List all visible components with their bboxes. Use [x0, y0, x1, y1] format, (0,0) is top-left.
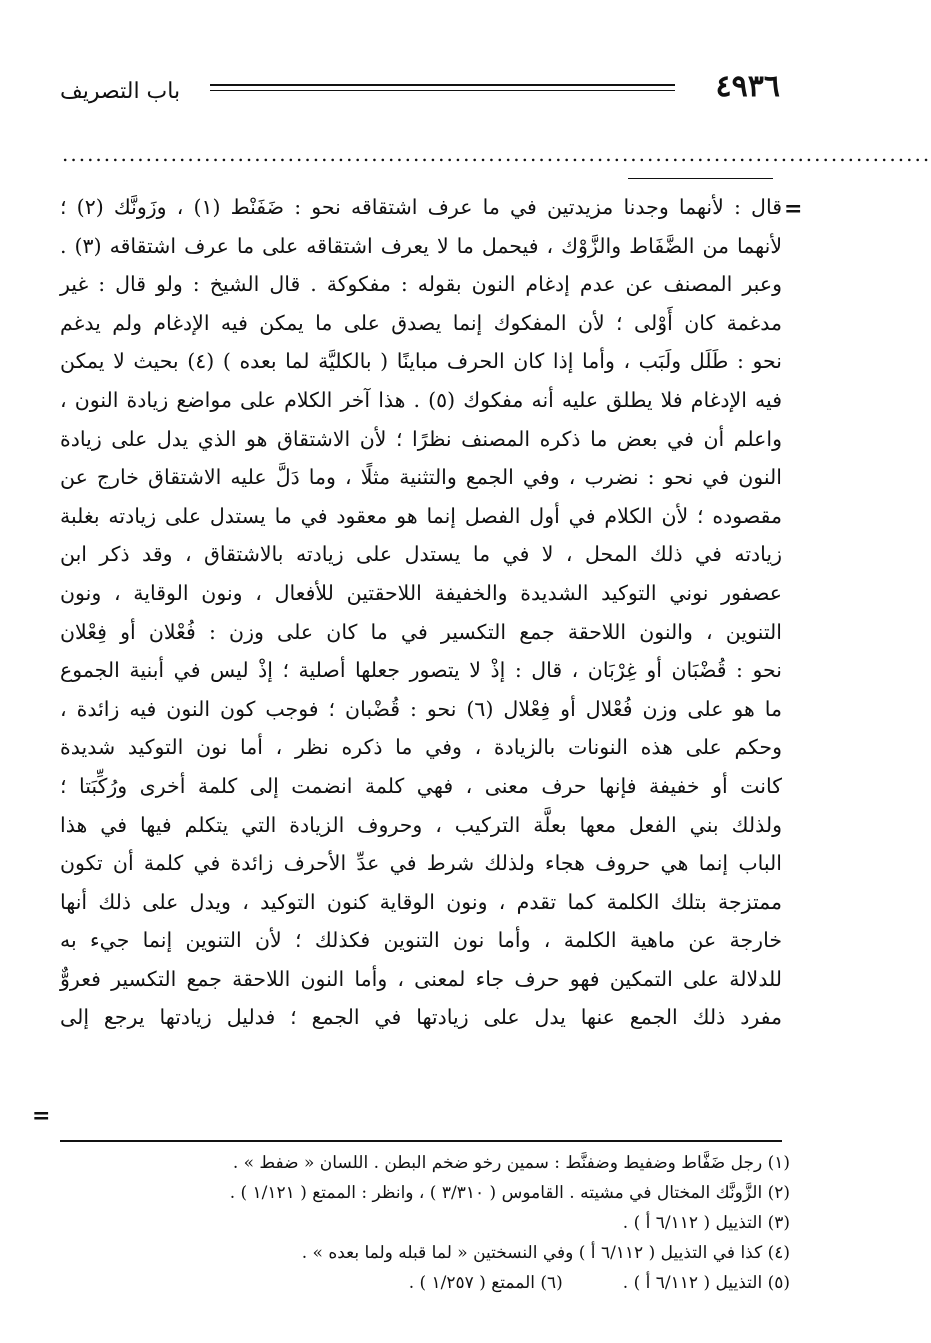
body-line: الباب إنما هي حروف هجاء ولذلك شرط في عدِّ الأحرف زائدة في كلمة أن تكون: [60, 851, 782, 876]
continuation-mark-end: =: [32, 1103, 51, 1129]
body-line: مفرد ذلك الجمع عنها يدل على زيادتها في الجمع ؛ فدليل زيادتها يرجع إلى: [60, 1005, 782, 1030]
body-line: عصفور نوني التوكيد الشديدة والخفيفة اللاحقتين للأفعال ، ونون الوقاية ، ونون: [60, 580, 782, 605]
body-line: مقصوده ؛ لأن الكلام في أول الفصل إنما هو معقود في ما يستدل على زيادته بغلبة: [60, 503, 782, 528]
body-line: قال : لأنهما وجدنا مزيدتين في ما عرف اشتقاقه نحو : ضَفَنْط (١) ، وزَونَّك (٢) ؛: [60, 195, 782, 219]
chapter-title: باب التصريف: [60, 79, 181, 104]
body-line: خارجة عن ماهية الكلمة ، وأما نون التنوين فكذلك ؛ لأن التنوين إنما جيء به: [60, 928, 782, 953]
body-line: ولذلك بني الفعل معها بعلَّة التركيب ، وحروف الزيادة التي يتكلم فيها في هذا: [60, 812, 782, 837]
body-line: ممتزجة بتلك الكلمة كما تقدم ، ونون الوقاية كنون التوكيد ، ويدل على ذلك أنها: [60, 889, 782, 914]
body-line: كانت أو خفيفة فإنها حرف معنى ، فهي كلمة انضمت إلى كلمة أخرى ورُكِّبَتا ؛: [60, 773, 782, 798]
dotted-separator: ........................................................................................................: [62, 142, 931, 166]
body-line: نحو : طَلَل ولَبَب ، وأما إذا كان الحرف مباينًا ( بالكليَّة لما بعده ) (٤) بحيث لا يمكن: [60, 349, 782, 374]
body-line: واعلم أن في بعض ما ذكره المصنف نظرًا ؛ لأن الاشتقاق هو الذي يدل على زيادة: [60, 426, 782, 451]
body-line: مدغمة كان أَوْلى ؛ لأن المفكوك إنما يصدق على ما يمكن فيه الإدغام ولم يدغم: [60, 310, 782, 335]
body-line: للدلالة على التمكين فهو حرف جاء لمعنى ، وأما النون اللاحقة جمع التكسير فعروٌّ: [60, 966, 782, 991]
page-number: ٤٩٣٦: [715, 69, 780, 104]
header-rule-thick: [210, 84, 675, 86]
footnote-1: (١) رجل ضَفَّاط وضفيط وضفنَّط : سمين رخو ضخم البطن . اللسان « ضفط » .: [232, 1153, 790, 1173]
footnote-2: (٢) الزَّونَّك المختال في مشيته . القاموس ( ٣/٣١٠ ) ، وانظر : الممتع ( ١/١٢١ ) .: [229, 1183, 790, 1203]
continuation-mark-start: =: [784, 196, 803, 222]
header-rule-thin: [210, 90, 675, 91]
footnote-3: (٣) التذييل ( ٦/١١٢ أ ) .: [622, 1213, 790, 1233]
body-line: نحو : قُضْبَان أو غِرْبَان ، قال : إذْ لا يتصور جعلها أصلية ؛ إذْ ليس في أبنية الجموع: [60, 658, 782, 683]
footnote-5: (٥) التذييل ( ٦/١١٢ أ ) .: [622, 1273, 790, 1293]
footnote-rule: [60, 1140, 782, 1142]
body-text: [60, 188, 782, 1037]
footnotes: [100, 1148, 790, 1298]
body-line: وعبر المصنف عن عدم إدغام النون بقوله : مفكوكة . قال الشيخ : ولو قال : غير: [60, 272, 782, 297]
body-line: زيادته في ذلك المحل ، لا في ما يستدل على زيادته بالاشتقاق ، وقد ذكر ابن: [60, 542, 782, 567]
footnote-6: (٦) الممتع ( ١/٢٥٧ ) .: [408, 1273, 563, 1293]
body-line: لأنهما من الضَّفَاط والزَّوْك ، فيحمل ما لا يعرف اشتقاقه على ما عرف اشتقاقه (٣) .: [60, 233, 783, 258]
body-line: ما هو على وزن فُعْلال أو فِعْلال (٦) نحو : قُضْبان ؛ فوجب كون النون فيه زائدة ،: [60, 696, 782, 721]
footnote-gap: [563, 1268, 623, 1298]
body-line: وحكم على هذه النونات بالزيادة ، وفي ما ذكره نظر ، أما نون التوكيد شديدة: [60, 735, 782, 760]
short-rule: [628, 178, 773, 179]
footnote-4: (٤) كذا في التذييل ( ٦/١١٢ أ ) وفي النسختين « لما قبله ولما بعده » .: [301, 1243, 790, 1263]
body-line: النون في نحو : نضرب ، وفي الجمع والتثنية مثلًا ، وما دَلَّ عليه الاشتقاق خارج عن: [60, 465, 782, 490]
body-line: فيه الإدغام فلا يطلق عليه أنه مفكوك (٥) . هذا آخر الكلام على مواضع زيادة النون ،: [60, 387, 782, 412]
page-header: [60, 70, 780, 110]
footnote-row-5-6: [100, 1268, 790, 1298]
body-line: التنوين ، والنون اللاحقة جمع التكسير في ما كان على وزن : فُعْلان أو فِعْلان: [60, 619, 782, 644]
